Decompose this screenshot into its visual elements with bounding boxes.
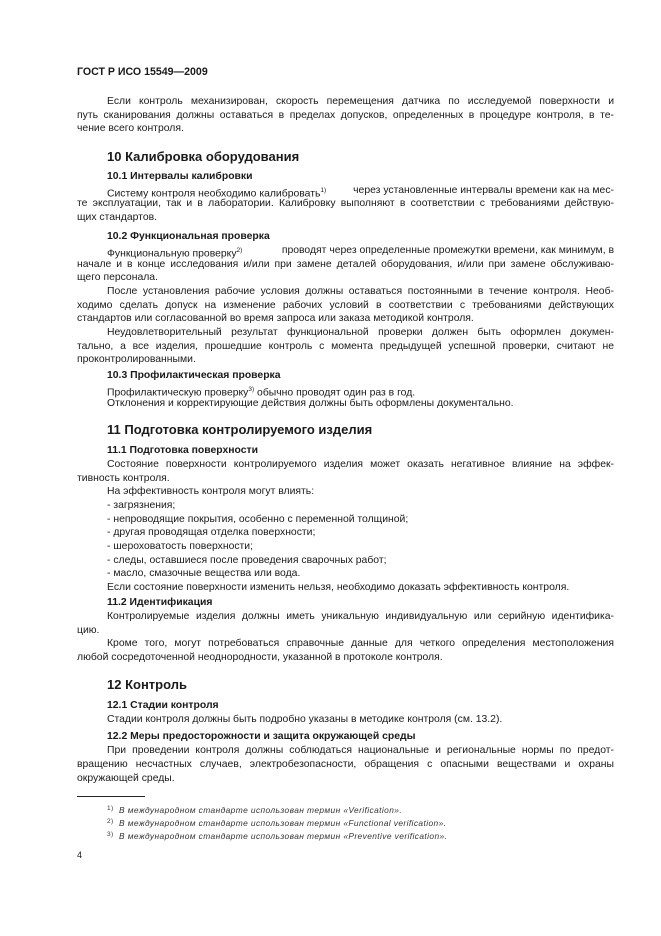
text: Профилактическую проверку <box>107 387 249 399</box>
paragraph-line: вращению несчастных случаев, электробезопасности, обращения с опасными веществами и охраны <box>77 759 614 770</box>
text: через установленные интервалы времени как на мес- <box>353 185 614 196</box>
footnote-divider <box>77 796 145 797</box>
paragraph-line: любой сосредоточенной неоднородности, указанной в протоколе контроля. <box>77 652 443 663</box>
list-item: - непроводящие покрытия, особенно с переменной толщиной; <box>107 514 409 525</box>
paragraph-line: те эксплуатации, так и в лаборатории. Калибровку выполняют в соответствии с требованиями действую- <box>77 198 614 209</box>
footnote-text: В международном стандарте использован термин «Verification». <box>119 805 403 815</box>
section-10-3-heading: 10.3 Профилактическая проверка <box>107 370 281 381</box>
text: обычно проводят один раз в год. <box>257 387 416 399</box>
section-11-1-heading: 11.1 Подготовка поверхности <box>107 445 259 456</box>
footnote-text: В международном стандарте использован термин «Functional verification». <box>119 818 447 828</box>
paragraph-line: Кроме того, могут потребоваться справочные данные для четкого определения местоположения <box>107 638 614 649</box>
page-number: 4 <box>77 850 83 860</box>
paragraph-line: Состояние поверхности контролируемого изделия может оказать негативное влияние на эффек- <box>107 459 614 470</box>
paragraph-line: щих стандартов. <box>77 212 158 223</box>
list-item: - следы, оставшиеся после проведения сварочных работ; <box>107 555 387 566</box>
section-11-2-heading: 11.2 Идентификация <box>107 597 213 608</box>
footnote-2 <box>107 816 446 829</box>
section-12-1-heading: 12.1 Стадии контроля <box>107 700 219 711</box>
footnote-3 <box>107 829 447 842</box>
text: проводят через определенные промежутки времени, как минимум, в <box>281 245 614 256</box>
footnote-text: В международном стандарте использован термин «Preventive verification». <box>119 831 448 841</box>
footnote-1 <box>107 803 402 816</box>
paragraph-line: начале и в конце исследования и/или при замене деталей оборудования, и/или при замене обслуживаю- <box>77 259 614 270</box>
paragraph-line: цию. <box>77 625 100 636</box>
text: Функциональную проверку <box>107 248 237 260</box>
paragraph-line: Контролируемые изделия должны иметь уникальную индивидуальную или серийную идентифика- <box>107 611 614 622</box>
section-10-heading: 10 Калибровка оборудования <box>107 149 300 164</box>
paragraph-line: тивность контроля. <box>77 473 170 484</box>
paragraph-line: После установления рабочие условия должны оставаться постоянными в течение контроля. Необ- <box>107 286 614 297</box>
document-header: ГОСТ Р ИСО 15549—2009 <box>77 66 208 78</box>
paragraph-line: тально, а все изделия, прошедшие контроль с момента предыдущей успешной проверки, считают не <box>77 341 614 352</box>
paragraph-line: проконтролированными. <box>77 354 196 365</box>
paragraph-line: щего персонала. <box>77 272 158 283</box>
paragraph-line: На эффективность контроля могут влиять: <box>107 486 315 497</box>
section-11-heading: 11 Подготовка контролируемого изделия <box>107 422 373 437</box>
list-item: - масло, смазочные вещества или вода. <box>107 568 301 579</box>
paragraph-line: Если контроль механизирован, скорость перемещения датчика по исследуемой поверхности и <box>107 96 614 107</box>
paragraph-line: Неудовлетворительный результат функциональной проверки должен быть оформлен докумен- <box>107 327 614 338</box>
paragraph-line: Отклонения и корректирующие действия должны быть оформлены документально. <box>107 398 514 409</box>
list-item: - шероховатость поверхности; <box>107 541 253 552</box>
paragraph-line: путь сканирования должны оставаться в пределах допусков, определенных в процедуре контроля, в те- <box>77 110 614 121</box>
footnote-mark: 2) <box>107 818 114 825</box>
section-12-2-heading: 12.2 Меры предосторожности и защита окружающей среды <box>107 731 416 742</box>
footnote-ref-3[interactable]: 3) <box>248 386 255 393</box>
footnote-mark: 1) <box>107 805 114 812</box>
paragraph-line: Если состояние поверхности изменить нельзя, необходимо доказать эффективность контроля. <box>107 582 570 593</box>
section-10-2-heading: 10.2 Функциональная проверка <box>107 231 270 242</box>
paragraph-line: окружающей среды. <box>77 773 175 784</box>
list-item: - другая проводящая отделка поверхности; <box>107 527 316 538</box>
footnote-ref-1[interactable]: 1) <box>320 187 327 194</box>
text: Систему контроля необходимо калибровать <box>107 188 321 200</box>
footnote-ref-2[interactable]: 2) <box>236 247 243 254</box>
section-12-heading: 12 Контроль <box>107 677 187 692</box>
footnote-mark: 3) <box>107 831 114 838</box>
paragraph-line: Стадии контроля должны быть подробно указаны в методике контроля (см. 13.2). <box>107 714 503 725</box>
list-item: - загрязнения; <box>107 500 176 511</box>
paragraph-line: стандартов или согласованной во время запроса или заказа методикой контроля. <box>77 313 474 324</box>
section-10-1-heading: 10.1 Интервалы калибровки <box>107 171 253 182</box>
paragraph-line: При проведении контроля должны соблюдаться национальные и региональные нормы по предот- <box>107 745 614 756</box>
paragraph-line: чение всего контроля. <box>77 123 184 134</box>
paragraph-line: ходимо сделать допуск на изменение рабочих условий в соответствии с требованиями действующих <box>77 300 614 311</box>
